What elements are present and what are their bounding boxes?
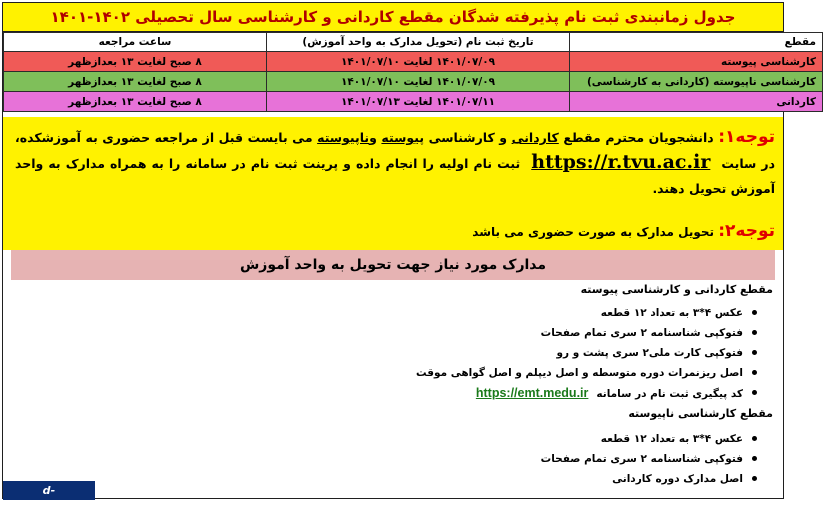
note-1-peyvasteh: پیوسته	[381, 130, 425, 145]
row-hours: ۸ صبح لغایت ۱۳ بعدازظهر	[4, 92, 267, 112]
table-row	[4, 52, 823, 72]
documents-heading: مدارک مورد نیاز جهت تحویل به واحد آموزش	[11, 250, 775, 280]
section-1-title: مقطع کاردانی و کارشناسی پیوسته	[580, 283, 773, 296]
note-2-text: تحویل مدارک به صورت حضوری می باشد	[472, 225, 714, 239]
section-2-title: مقطع کارشناسی ناپیوسته	[628, 407, 773, 420]
list-item-text: کد پیگیری ثبت نام در سامانه	[596, 388, 743, 400]
note-1-label: توجه۱:	[718, 127, 776, 147]
note-1	[15, 125, 775, 201]
announcement-frame	[2, 2, 816, 516]
note-1-text: و	[369, 130, 382, 145]
row-hours: ۸ صبح لغایت ۱۳ بعدازظهر	[4, 52, 267, 72]
list-item: فتوکپی شناسنامه ۲ سری تمام صفحات	[159, 323, 759, 343]
row-dates: ۱۴۰۱/۰۷/۱۱ لغایت ۱۴۰۱/۰۷/۱۳	[267, 92, 570, 112]
note-1-text: می بایست قبل از مراجعه حضوری به آموزشکده، در سایت	[15, 130, 776, 171]
schedule-table	[3, 32, 823, 112]
row-level: کارشناسی پیوسته	[570, 52, 823, 72]
list-item: عکس ۴*۳ به تعداد ۱۲ قطعه	[159, 303, 759, 323]
emt-link[interactable]: https://emt.medu.ir	[475, 386, 589, 400]
header-hours: ساعت مراجعه	[4, 33, 267, 52]
row-dates: ۱۴۰۱/۰۷/۰۹ لغایت ۱۴۰۱/۰۷/۱۰	[267, 52, 570, 72]
list-item: عکس ۴*۳ به تعداد ۱۲ قطعه	[159, 429, 759, 449]
table-row	[4, 92, 823, 112]
list-item: فتوکپی شناسنامه ۲ سری تمام صفحات	[159, 449, 759, 469]
header-level: مقطع	[570, 33, 823, 52]
section-1-list	[159, 303, 759, 403]
table-row	[4, 72, 823, 92]
note-1-text: ثبت نام اولیه را انجام داده و پرینت ثبت نام در سامانه را به همراه مدارک به واحد آموزش تحویل دهند.	[15, 156, 775, 196]
note-1-text: و کارشناسی	[424, 130, 512, 145]
table-header-row	[4, 33, 823, 52]
list-item: فتوکپی کارت ملی۲ سری پشت و رو	[159, 343, 759, 363]
note-1-kardani: کاردانی	[511, 130, 559, 145]
notes-panel	[3, 117, 783, 250]
registration-site-link[interactable]: https://r.tvu.ac.ir	[531, 151, 711, 173]
list-item: اصل ریزنمرات دوره متوسطه و اصل دیپلم و اصل گواهی موقت	[159, 363, 759, 383]
section-2-list	[159, 429, 759, 489]
row-dates: ۱۴۰۱/۰۷/۰۹ لغایت ۱۴۰۱/۰۷/۱۰	[267, 72, 570, 92]
page-title: جدول زمانبندی ثبت نام پذیرفته شدگان مقطع کاردانی و کارشناسی سال تحصیلی ۱۴۰۲-۱۴۰۱	[3, 3, 783, 32]
row-hours: ۸ صبح لغایت ۱۳ بعدازظهر	[4, 72, 267, 92]
note-1-text: دانشجویان محترم مقطع	[558, 130, 714, 145]
documents-section	[3, 281, 783, 491]
list-item	[159, 383, 759, 403]
note-1-napeyvasteh: ناپیوسته	[317, 130, 370, 145]
row-level: کارشناسی ناپیوسته (کاردانی به کارشناسی)	[570, 72, 823, 92]
row-level: کاردانی	[570, 92, 823, 112]
site-watermark: d-sari.nus.ac.ir	[3, 481, 95, 500]
note-2	[472, 221, 775, 241]
header-dates: تاریخ ثبت نام (تحویل مدارک به واحد آموزش)	[267, 33, 570, 52]
note-2-label: توجه۲:	[718, 221, 775, 241]
list-item: اصل مدارک دوره کاردانی	[159, 469, 759, 489]
